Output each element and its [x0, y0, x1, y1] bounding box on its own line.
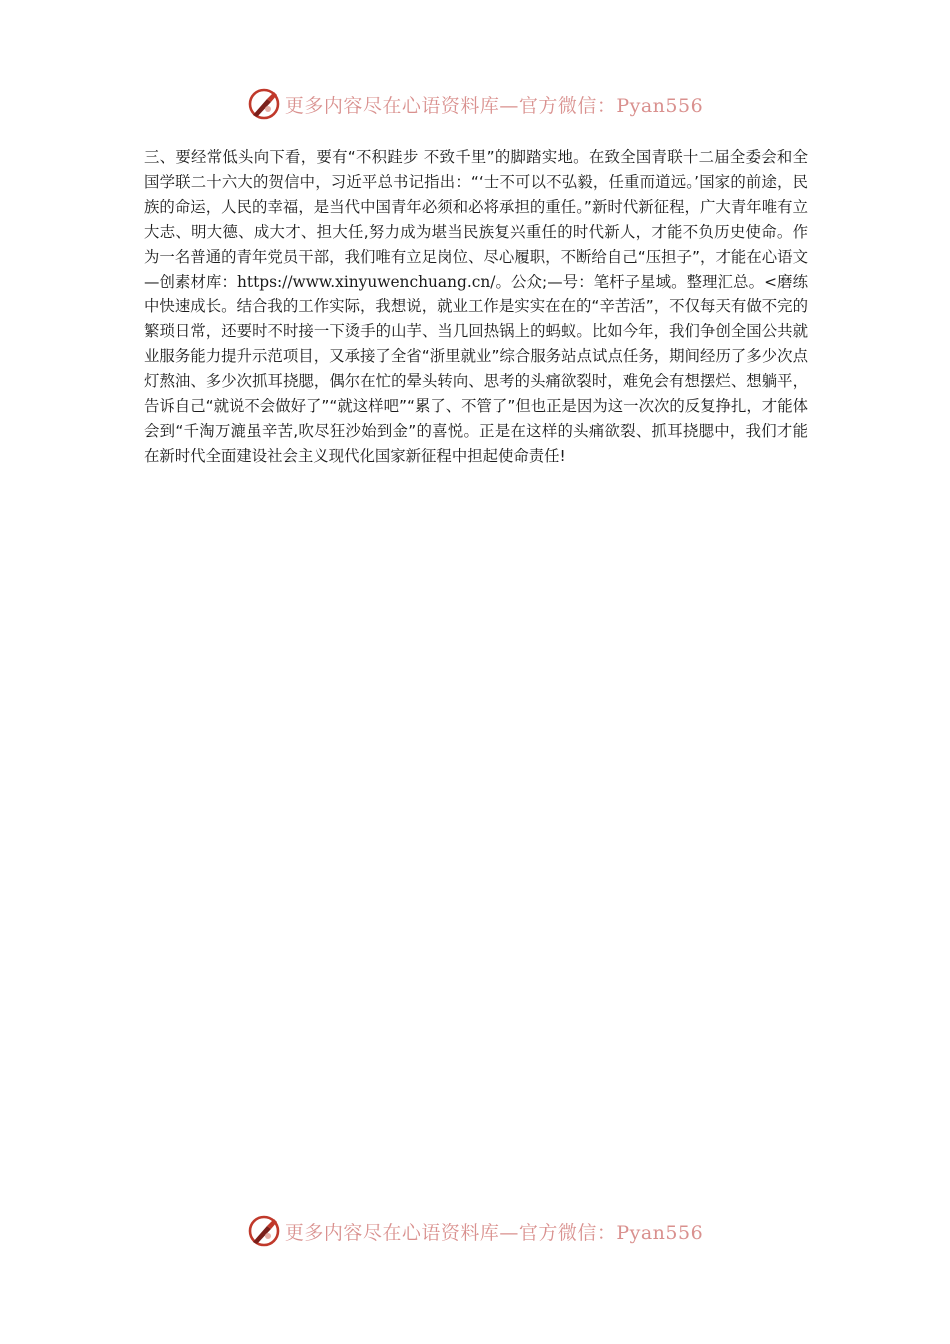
header-banner-text: 更多内容尽在心语资料库—官方微信：Pyan556	[284, 94, 704, 117]
document-body	[144, 145, 808, 469]
footer-banner-text: 更多内容尽在心语资料库—官方微信：Pyan556	[284, 1221, 704, 1244]
header-banner	[0, 84, 950, 124]
pen-in-circle-logo-icon	[247, 1214, 281, 1248]
paragraph-text-part2: 。公众;—号：笔杆子星域。整理汇总。<磨练中快速成长。结合我的工作实际，我想说，就业工作是实实在在的“辛苦活”，不仅每天有做不完的繁琐日常，还要时不时接一下烫手的山芋、当几回热锅上的蚂蚁。比如今年，我们争创全国公共就业服务能力提升示范项目，又承接了全省“浙里就业”综合服务站点试点任务，期间经历了多少次点灯熬油、多少次抓耳挠腮，偶尔在忙的晕头转向、思考的头痛欲裂时，难免会有想摆烂、想躺平，告诉自己“就说不会做好了”“就这样吧”“累了、不管了”但也正是因为这一次次的反复挣扎，才能体会到“千淘万漉虽辛苦,吹尽狂沙始到金”的喜悦。正是在这样的头痛欲裂、抓耳挠腮中，我们才能在新时代全面建设社会主义现代化国家新征程中担起使命责任!	[144, 272, 808, 465]
paragraph-url: https://www.xinyuwenchuang.cn/	[236, 272, 496, 291]
paragraph-text-part1: 三、要经常低头向下看，要有“不积跬步 不致千里”的脚踏实地。在致全国青联十二届全委会和全国学联二十六大的贺信中，习近平总书记指出：“‘士不可以不弘毅，任重而道远。’国家的前途，民族的命运，人民的幸福，是当代中国青年必须和必将承担的重任。”新时代新征程，广大青年唯有立大志、明大德、成大才、担大任,努力成为堪当民族复兴重任的时代新人，才能不负历史使命。作为一名普通的青年党员干部，我们唯有立足岗位、尽心履职，不断给自己“压担子”，才能在心语文—创素材库：	[144, 148, 808, 291]
pen-in-circle-logo-icon	[247, 87, 281, 121]
body-paragraph	[144, 145, 808, 469]
footer-banner	[0, 1211, 950, 1251]
